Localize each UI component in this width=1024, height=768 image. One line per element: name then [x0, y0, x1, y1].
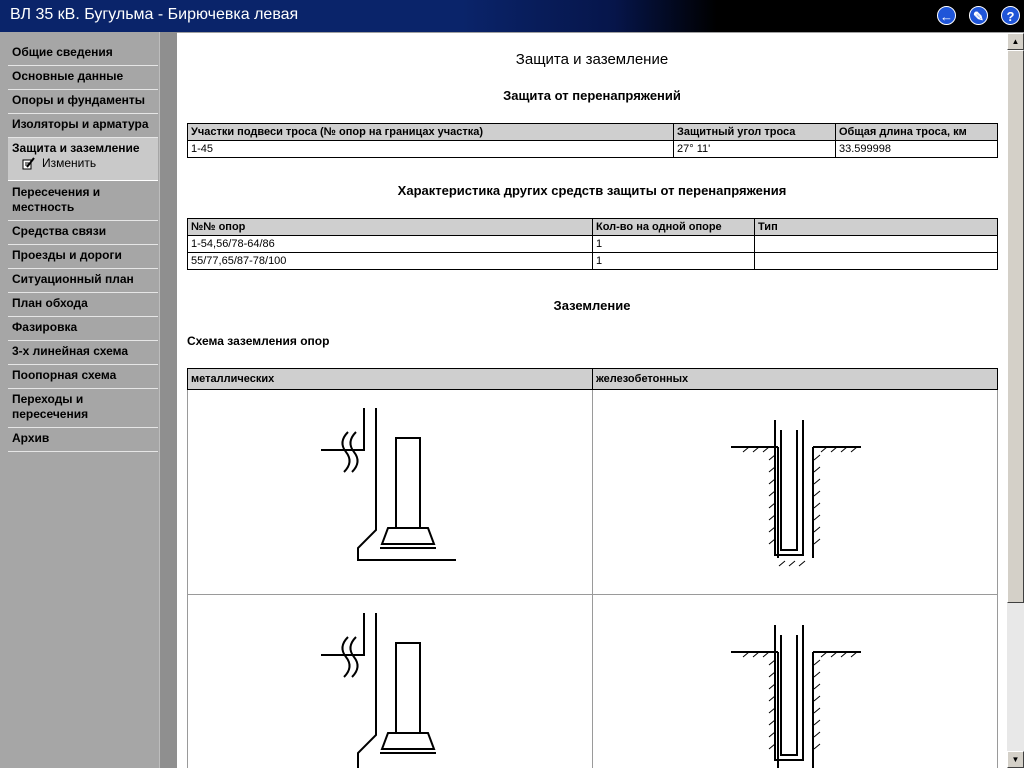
metal-support-diagram-cell: [188, 390, 593, 595]
sidebar-item-insulators[interactable]: [8, 114, 158, 138]
edit-button[interactable]: ✎: [969, 6, 988, 25]
sidebar-item-patrol-plan[interactable]: [8, 293, 158, 317]
window-title: ВЛ 35 кВ. Бугульма - Бирючевка левая: [10, 6, 299, 23]
table-cell: [755, 236, 998, 253]
table-cell: 1-54,56/78-64/86: [188, 236, 593, 253]
section-heading-overvoltage: Защита от перенапряжений: [503, 88, 681, 103]
sidebar-item-general-info[interactable]: [8, 42, 158, 66]
sidebar-item-three-line-scheme[interactable]: [8, 341, 158, 365]
sidebar-item-label: Поопорная схема: [12, 368, 117, 382]
column-header: железобетонных: [593, 369, 998, 390]
sidebar-item-crossings-terrain[interactable]: [8, 182, 158, 221]
column-header: №№ опор: [188, 219, 593, 236]
sidebar-item-label: План обхода: [12, 296, 88, 310]
arrow-down-icon[interactable]: ▼: [1007, 751, 1024, 768]
column-header: Защитный угол троса: [674, 124, 836, 141]
page-title: Защита и заземление: [515, 51, 669, 68]
edit-link-label: Изменить: [42, 156, 97, 170]
sidebar-item-label: Фазировка: [12, 320, 78, 334]
section-heading-grounding: Заземление: [553, 298, 631, 313]
concrete-support-grounding-diagram: [593, 595, 998, 768]
sidebar-item-label: Переходы и пересечения: [12, 392, 89, 421]
concrete-support-diagram-cell: [593, 390, 998, 595]
edit-link[interactable]: [22, 156, 96, 170]
content-panel: [177, 33, 1007, 768]
section-heading-other-means: Характеристика других средств защиты от перенапряжения: [397, 183, 787, 198]
sidebar-item-phasing[interactable]: [8, 317, 158, 341]
sidebar-divider: [159, 32, 177, 768]
table-row: [188, 253, 998, 270]
sidebar-item-label: Ситуационный план: [12, 272, 134, 286]
vertical-scrollbar[interactable]: [1007, 33, 1024, 768]
arrow-up-icon[interactable]: ▲: [1007, 33, 1024, 50]
sidebar-item-archive[interactable]: [8, 428, 158, 452]
column-header: Кол-во на одной опоре: [593, 219, 755, 236]
sidebar-item-label: Проезды и дороги: [12, 248, 122, 262]
sidebar-item-roads[interactable]: [8, 245, 158, 269]
sidebar-item-label: Защита и заземление: [12, 141, 140, 155]
column-header: металлических: [188, 369, 593, 390]
column-header: Общая длина троса, км: [836, 124, 998, 141]
sidebar-item-site-plan[interactable]: [8, 269, 158, 293]
pencil-note-icon: [22, 157, 35, 170]
sidebar-item-label: Архив: [12, 431, 50, 445]
table-cell: 1: [593, 236, 755, 253]
metal-support-grounding-diagram: [188, 390, 593, 595]
scrollbar-thumb[interactable]: [1007, 50, 1024, 603]
scheme-title: Схема заземления опор: [187, 334, 330, 348]
sidebar-item-label: Опоры и фундаменты: [12, 93, 146, 107]
table-row: [188, 236, 998, 253]
table-cell: 1: [593, 253, 755, 270]
sidebar-item-label: 3-х линейная схема: [12, 344, 129, 358]
table-cell: 33.599998: [836, 141, 998, 158]
sidebar-item-per-support-scheme[interactable]: [8, 365, 158, 389]
sidebar-item-label: Пересечения и местность: [12, 185, 101, 214]
table-row: [188, 141, 998, 158]
grounding-scheme-table: [187, 368, 998, 768]
column-header: Участки подвеси троса (№ опор на границах участка): [188, 124, 674, 141]
sidebar-item-label: Средства связи: [12, 224, 107, 238]
title-bar: [0, 0, 1024, 32]
column-header: Тип: [755, 219, 998, 236]
sidebar-item-label: Изоляторы и арматура: [12, 117, 149, 131]
concrete-support-grounding-diagram: [593, 390, 998, 595]
table-cell: 27° 11': [674, 141, 836, 158]
table-cell: 1-45: [188, 141, 674, 158]
table-cell: 55/77,65/87-78/100: [188, 253, 593, 270]
other-means-table: [187, 218, 998, 270]
help-button[interactable]: ?: [1001, 6, 1020, 25]
sidebar: [0, 32, 176, 768]
sidebar-item-label: Основные данные: [12, 69, 124, 83]
sidebar-item-label: Общие сведения: [12, 45, 113, 59]
concrete-support-diagram-cell: [593, 595, 998, 768]
back-button[interactable]: ←: [937, 6, 956, 25]
table-cell: [755, 253, 998, 270]
metal-support-grounding-diagram: [188, 595, 593, 768]
sidebar-item-main-data[interactable]: [8, 66, 158, 90]
sidebar-item-communications[interactable]: [8, 221, 158, 245]
sidebar-item-supports[interactable]: [8, 90, 158, 114]
metal-support-diagram-cell: [188, 595, 593, 768]
sidebar-item-transitions[interactable]: [8, 389, 158, 428]
overvoltage-table: [187, 123, 998, 158]
